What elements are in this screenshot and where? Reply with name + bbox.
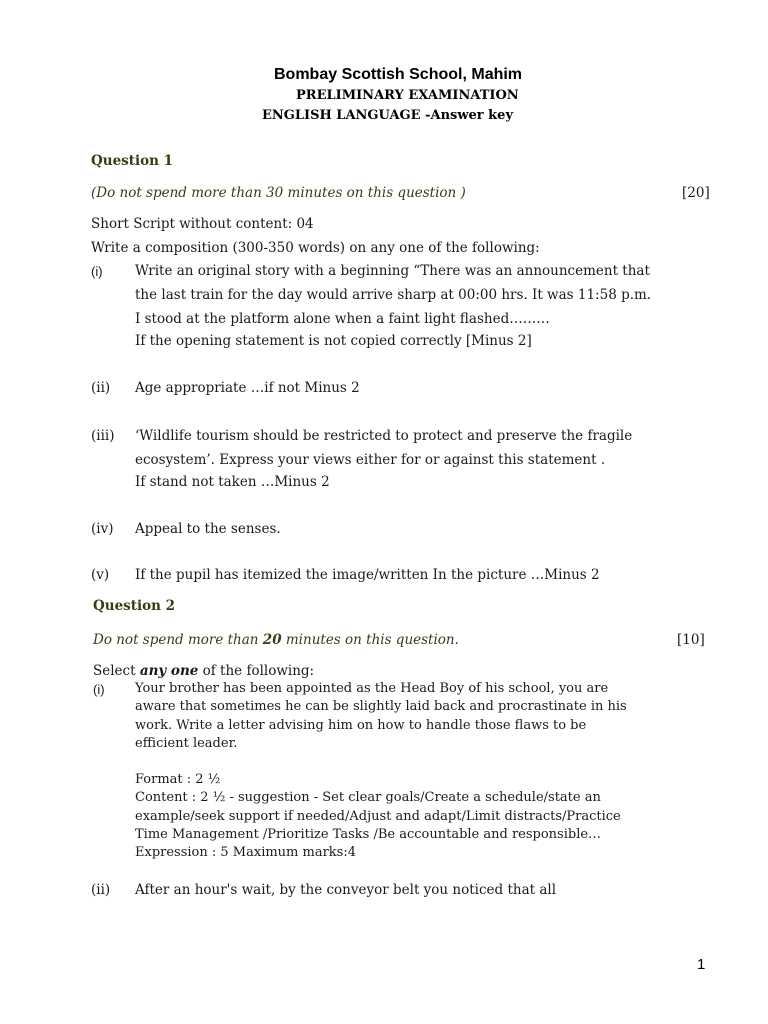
item-text-line: I stood at the platform alone when a faint light flashed……… bbox=[135, 311, 550, 327]
question-1-marks: [20] bbox=[682, 185, 710, 201]
item-number: (iii) bbox=[91, 428, 115, 444]
item-text-line: the last train for the day would arrive sharp at 00:00 hrs. It was 11:58 p.m. bbox=[135, 287, 652, 303]
item-text-line: ‘Wildlife tourism should be restricted to protect and preserve the fragile bbox=[135, 428, 633, 444]
item-text-line: Write an original story with a beginning “There was an announcement that bbox=[135, 263, 650, 279]
item-text-line: ecosystem’. Express your views either for or against this statement . bbox=[135, 452, 606, 468]
question-2-instruction bbox=[93, 632, 459, 648]
item-number: (v) bbox=[91, 567, 110, 583]
subject-title: ENGLISH LANGUAGE -Answer key bbox=[262, 108, 514, 123]
item-number: (ii) bbox=[91, 380, 111, 396]
q2-item-1-text bbox=[135, 680, 725, 753]
question-1-title: Question 1 bbox=[91, 153, 174, 169]
school-name: Bombay Scottish School, Mahim bbox=[274, 66, 523, 83]
select-instruction bbox=[93, 663, 314, 679]
format-marks: Format : 2 ½ bbox=[135, 772, 221, 787]
content-marks-line: example/seek support if needed/Adjust and adapt/Limit distracts/Practice bbox=[135, 808, 621, 824]
item-number: (iv) bbox=[91, 521, 114, 537]
item-number: (ii) bbox=[91, 882, 111, 898]
question-1-instruction: (Do not spend more than 30 minutes on this question ) bbox=[91, 185, 466, 201]
item-number: (i) bbox=[91, 264, 103, 279]
item-text-line: If the opening statement is not copied correctly [Minus 2] bbox=[135, 333, 532, 349]
marking-scheme bbox=[135, 771, 725, 862]
question-2-title: Question 2 bbox=[93, 598, 176, 614]
select-emphasis: any one bbox=[139, 663, 199, 679]
content-marks-line: Time Management /Prioritize Tasks /Be accountable and responsible… bbox=[135, 826, 602, 842]
exam-title: PRELIMINARY EXAMINATION bbox=[296, 88, 519, 103]
item-text-line: If the pupil has itemized the image/written In the picture …Minus 2 bbox=[135, 567, 600, 583]
item-text-line: If stand not taken …Minus 2 bbox=[135, 474, 330, 490]
item-text-line: efficient leader. bbox=[135, 735, 238, 751]
item-text-line: Age appropriate …if not Minus 2 bbox=[135, 380, 360, 396]
item-text-line: Your brother has been appointed as the Head Boy of his school, you are bbox=[135, 681, 609, 696]
item-number: (i) bbox=[93, 682, 105, 697]
expression-marks: Expression : 5 Maximum marks:4 bbox=[135, 845, 356, 861]
content-marks-line: Content : 2 ½ - suggestion - Set clear goals/Create a schedule/state an bbox=[135, 790, 601, 806]
item-text-line: work. Write a letter advising him on how to handle those flaws to be bbox=[135, 717, 587, 733]
instruction-minutes: 20 bbox=[262, 632, 282, 648]
select-text: of the following: bbox=[198, 663, 315, 679]
question-2-marks: [10] bbox=[677, 632, 705, 648]
item-text-line: After an hour's wait, by the conveyor belt you noticed that all bbox=[135, 882, 557, 898]
select-text: Select bbox=[93, 663, 140, 679]
short-script-note: Short Script without content: 04 bbox=[91, 216, 314, 232]
instruction-text: minutes on this question. bbox=[281, 632, 459, 648]
page-number: 1 bbox=[697, 956, 706, 973]
item-text-line: Appeal to the senses. bbox=[135, 521, 281, 537]
instruction-text: Do not spend more than bbox=[93, 632, 263, 648]
composition-prompt: Write a composition (300-350 words) on any one of the following: bbox=[91, 240, 540, 256]
item-text-line: aware that sometimes he can be slightly laid back and procrastinate in his bbox=[135, 699, 627, 715]
